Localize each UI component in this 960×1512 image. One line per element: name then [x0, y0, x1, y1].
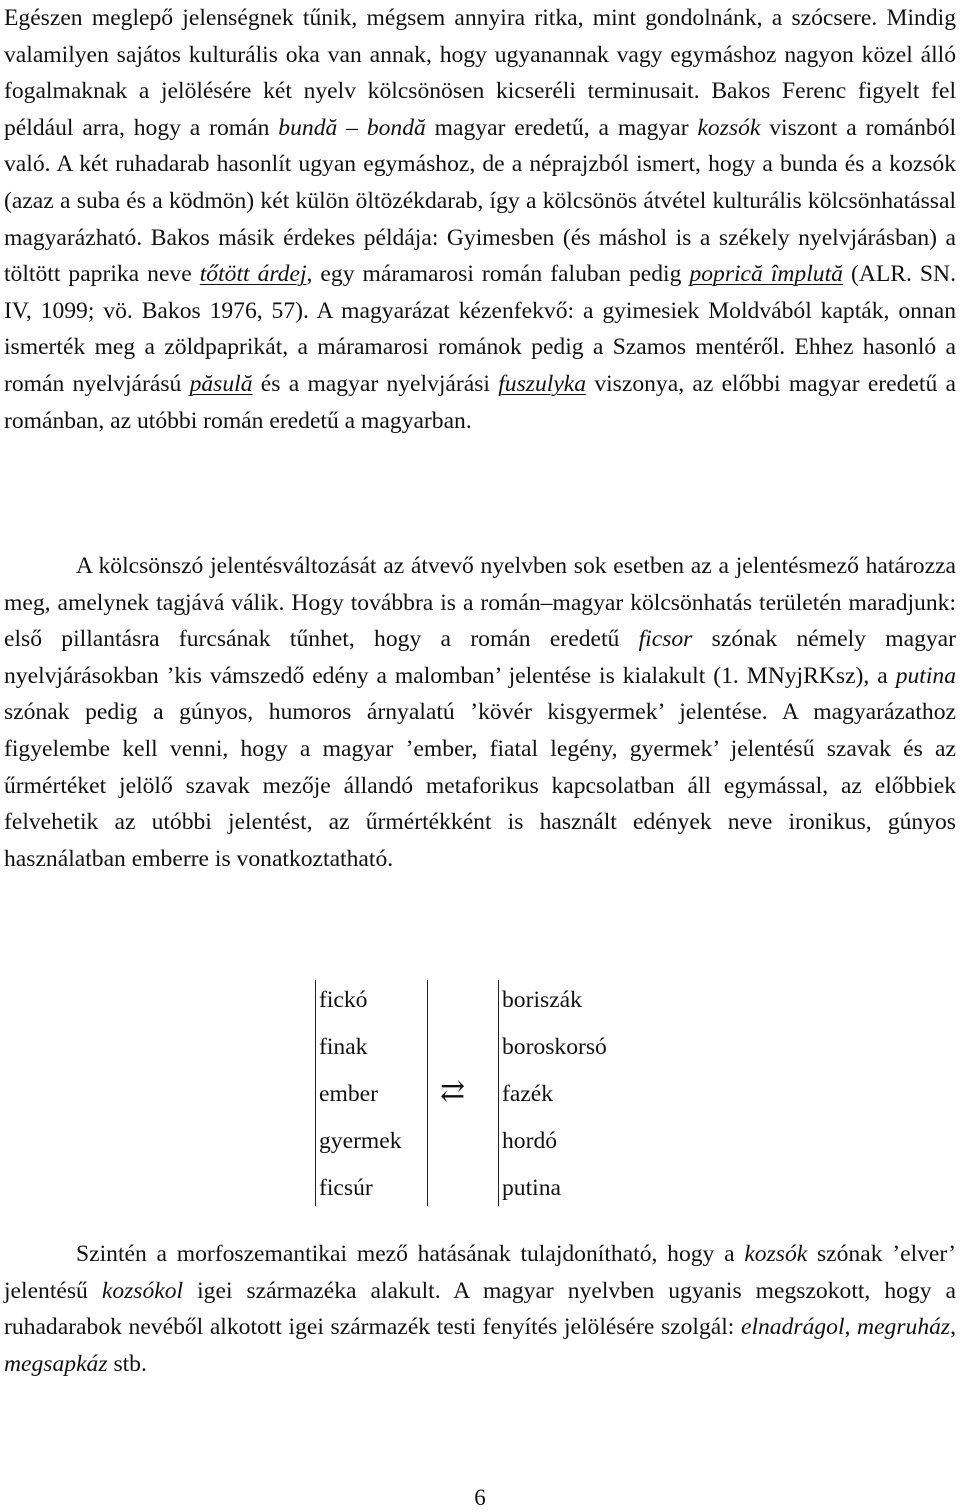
exchange-arrows-icon: ⇄	[440, 1075, 466, 1108]
scheme-left-word: finak	[319, 1034, 368, 1060]
text-run: stb.	[107, 1350, 147, 1377]
text-run: ,	[950, 1314, 957, 1341]
text-run: magyar eredetű, a magyar	[425, 114, 698, 141]
italic-term: fuszulyka	[498, 370, 587, 397]
scheme-right-word: boroskorsó	[502, 1034, 607, 1060]
italic-term: elnadrágol	[740, 1314, 845, 1341]
scheme-left-word: ember	[319, 1081, 378, 1107]
scheme-left-word: fickó	[319, 987, 368, 1013]
italic-term: kozsók	[744, 1241, 808, 1267]
page-number: 6	[474, 1485, 486, 1510]
divider-middle	[427, 980, 428, 1206]
italic-term: poprică împlută	[689, 261, 843, 288]
divider-right	[498, 980, 499, 1206]
text-run: , egy máramarosi román faluban pedig	[306, 261, 690, 288]
italic-term: megsapkáz	[4, 1350, 108, 1377]
divider-left	[315, 980, 316, 1206]
italic-term: tőtött árdej	[199, 261, 307, 288]
scheme-right-word: hordó	[502, 1128, 558, 1154]
italic-term: putina	[895, 662, 956, 689]
text-run: Egészen meglepő jelenségnek tűnik, mégsem annyira ritka, mint gondolnánk, a szócsere. Mindig valamilyen sajátos kulturális oka van annak, hogy ugyanannak vagy egymáshoz nagyon közel álló fogalmaknak a jelölésére két nyelv kölcsönösen kicseréli terminusait. Bakos Ferenc figyelt fel például arra, hogy a román	[4, 5, 956, 141]
italic-term: păsulă	[189, 370, 253, 397]
text-run: Szintén a morfoszemantikai mező hatásának tulajdonítható, hogy a	[76, 1241, 745, 1267]
italic-term: bundă – bondă	[278, 114, 426, 141]
word-exchange-scheme	[288, 980, 658, 1206]
scheme-left-column	[319, 982, 402, 1217]
scheme-right-word: putina	[502, 1175, 561, 1201]
paragraph-3	[4, 1236, 956, 1382]
text-run: szónak ’elver’ jelentésű	[4, 1241, 956, 1304]
text-run: viszont a románból való. A két ruhadarab hasonlít ugyan egymáshoz, de a néprajzból ismert, hogy a bunda és a kozsók (azaz a suba és a ködmön) két külön öltözékdarab, így a kölcsönös átvétel kulturális kölcsönhatással magyarázható. Bakos másik érdekes példája: Gyimesben (és máshol is a székely nyelvjárásban) a töltött paprika neve	[4, 114, 957, 288]
scheme-left-word: gyermek	[319, 1128, 402, 1154]
text-run: szónak némely magyar nyelvjárásokban ’kis vámszedő edény a malomban’ jelentése is kialakult (1. MNyjRKsz), a	[4, 626, 956, 689]
paragraph-2	[4, 548, 956, 877]
text-run: ,	[844, 1314, 858, 1341]
text-run: és a magyar nyelvjárási	[252, 370, 499, 397]
italic-term: ficsor	[638, 626, 693, 653]
italic-term: kozsók	[697, 114, 761, 141]
text-run: viszonya, az előbbi magyar eredetű a románban, az utóbbi román eredetű a magyarban.	[4, 370, 956, 434]
text-run: A kölcsönszó jelentésváltozását az átvevő nyelvben sok esetben az a jelentésmező határozza meg, amelynek tagjává válik. Hogy továbbra is a román–magyar kölcsönhatás területén maradjunk: első pillantásra furcsának tűnhet, hogy a román eredetű	[4, 553, 956, 653]
paragraph-1	[4, 0, 956, 439]
scheme-right-word: boriszák	[502, 987, 582, 1013]
text-run: szónak pedig a gúnyos, humoros árnyalatú ’kövér kisgyermek’ jelentése. A magyarázathoz figyelembe kell venni, hogy a magyar ’ember, fiatal legény, gyermek’ jelentésű szavak és az űrmértéket jelölő szavak mezője állandó metaforikus kapcsolatban áll egymással, az előbbiek felvehetik az utóbbi jelentést, az űrmértékként is használt edények neve ironikus, gúnyos használatban emberre is vonatkoztatható.	[4, 699, 956, 872]
text-run: igei származéka alakult. A magyar nyelvben ugyanis megszokott, hogy a ruhadarabok nevéből alkotott igei származék testi fenyítés jelölésére szolgál:	[4, 1277, 956, 1341]
scheme-right-column	[502, 982, 607, 1217]
scheme-right-word: fazék	[502, 1081, 554, 1107]
scheme-left-word: ficsúr	[319, 1175, 373, 1201]
italic-term: kozsókol	[101, 1277, 184, 1304]
italic-term: megruház	[857, 1314, 951, 1341]
text-run: (ALR. SN. IV, 1099; vö. Bakos 1976, 57). A magyarázat kézenfekvő: a gyimesiek Moldvából kapták, onnan ismerték meg a zöldpaprikát, a máramarosi románok pedig a Szamos mentéről. Ehhez hasonló a román nyelvjárású	[4, 261, 956, 397]
